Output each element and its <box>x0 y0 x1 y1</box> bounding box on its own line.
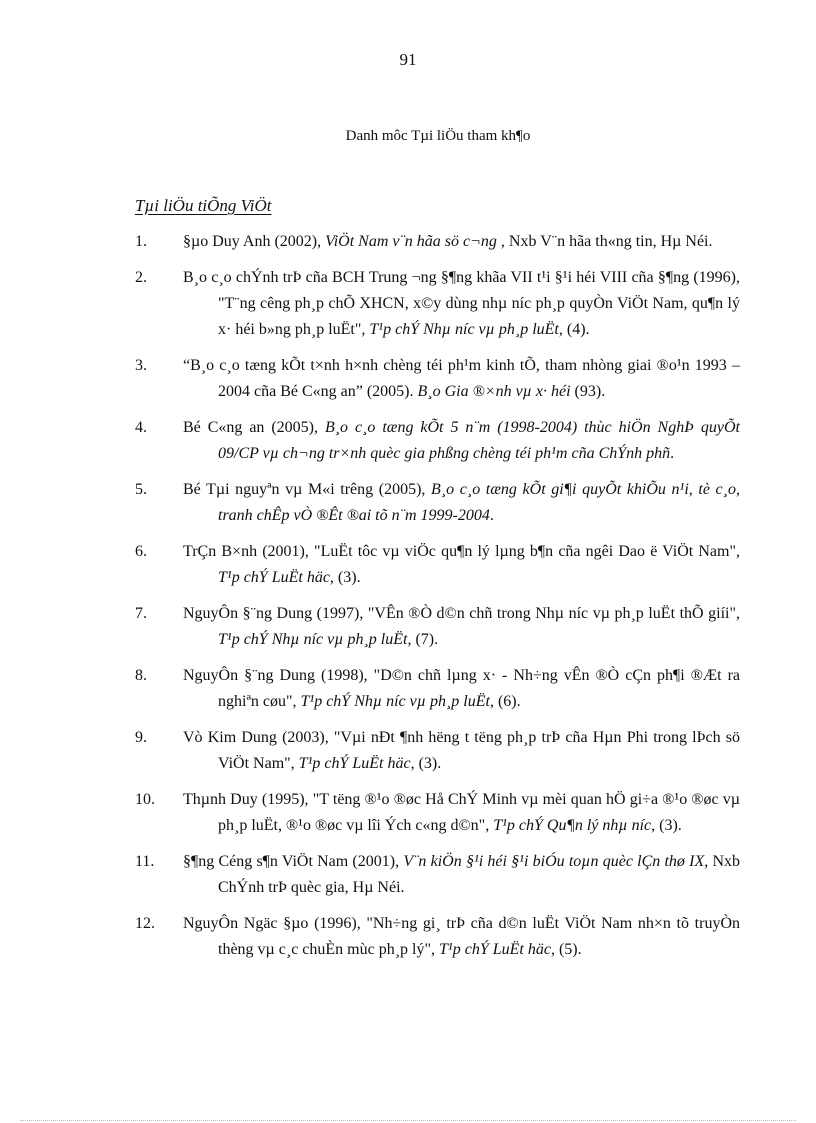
reference-number: 3. <box>135 357 147 374</box>
reference-text: “B¸o c¸o tæng kÕt t×nh h×nh chèng téi ph¹m kinh tÕ, tham nhòng giai ®o¹n 1993 – 2004 cña Bé C«ng an” (2005). <box>183 357 740 400</box>
reference-item <box>135 539 740 591</box>
reference-number: 10. <box>135 791 155 808</box>
reference-title: T¹p chÝ LuËt häc <box>218 569 330 586</box>
reference-item <box>135 415 740 467</box>
reference-item <box>135 787 740 839</box>
reference-number: 9. <box>135 729 147 746</box>
reference-text: NguyÔn §¨ng Dung (1998), "D©n chñ lµng x· - Nh÷ng vÊn ®Ò cÇn ph¶i ®Æt ra nghiªn cøu", <box>183 667 740 710</box>
reference-title: T¹p chÝ Nhµ níc vµ ph¸p luËt <box>218 631 408 648</box>
section-heading: Tµi liÖu tiÕng ViÖt <box>135 196 272 215</box>
reference-details: , Nxb ChÝnh trÞ quèc gia, Hµ Néi. <box>218 853 741 896</box>
reference-details: , (3). <box>329 569 361 586</box>
reference-title: B¸o c¸o tæng kÕt 5 n¨m (1998-2004) thùc hiÖn NghÞ quyÕt 09/CP vµ ch¬ng tr×nh quèc gia phßng chèng téi ph¹m cña ChÝnh phñ <box>218 419 741 462</box>
reference-number: 1. <box>135 233 147 250</box>
reference-number: 5. <box>135 481 147 498</box>
reference-details: . <box>489 507 494 524</box>
reference-title: B¸o c¸o tæng kÕt gi¶i quyÕt khiÕu n¹i, tè c¸o, tranh chÊp vÒ ®Êt ®ai tõ n¨m 1999-2004 <box>218 481 740 524</box>
reference-details: , (4). <box>558 321 590 338</box>
reference-details: , (3). <box>410 755 442 772</box>
reference-text: Bé C«ng an (2005), <box>183 419 325 436</box>
reference-details: , Nxb V¨n hãa th«ng tin, Hµ Néi. <box>496 233 713 250</box>
reference-text: §µo Duy Anh (2002), <box>183 233 326 250</box>
reference-item <box>135 601 740 653</box>
reference-item <box>135 849 740 901</box>
reference-text: TrÇn B×nh (2001), "LuËt tôc vµ viÖc qu¶n lý lµng b¶n cña ngêi Dao ë ViÖt Nam", <box>183 543 740 560</box>
reference-text: Thµnh Duy (1995), "T tëng ®¹o ®øc Hå ChÝ Minh vµ mèi quan hÖ gi÷a ®¹o ®øc vµ ph¸p luËt, ®¹o ®øc vµ lîi Ých c«ng d©n", <box>183 791 740 834</box>
reference-details: (93). <box>570 383 606 400</box>
reference-number: 8. <box>135 667 147 684</box>
reference-title: T¹p chÝ LuËt häc <box>298 755 411 772</box>
reference-item <box>135 725 740 777</box>
reference-details: , (6). <box>489 693 521 710</box>
reference-item <box>135 353 740 405</box>
reference-item <box>135 229 740 255</box>
reference-details: . <box>670 445 675 462</box>
reference-details: , (5). <box>550 941 582 958</box>
reference-number: 12. <box>135 915 155 932</box>
reference-text: NguyÔn §¨ng Dung (1997), "VÊn ®Ò d©n chñ trong Nhµ níc vµ ph¸p luËt thÕ giíi", <box>183 605 740 622</box>
reference-text: B¸o c¸o chÝnh trÞ cña BCH Trung ¬ng §¶ng khãa VII t¹i §¹i héi VIII cña §¶ng (1996), "T¨ng cêng ph¸p chÕ XHCN, x©y dùng nhµ níc ph¸p quyÒn ViÖt Nam, qu¶n lý x· héi b»ng ph¸p luËt", <box>183 269 740 338</box>
reference-item <box>135 911 740 963</box>
reference-details: , (7). <box>407 631 439 648</box>
reference-number: 7. <box>135 605 147 622</box>
reference-number: 4. <box>135 419 147 436</box>
reference-title: B¸o Gia ®×nh vµ x· héi <box>417 383 571 400</box>
reference-text: §¶ng Céng s¶n ViÖt Nam (2001), <box>183 853 404 870</box>
reference-title: T¹p chÝ Nhµ níc vµ ph¸p luËt <box>369 321 559 338</box>
reference-title: ViÖt Nam v¨n hãa sö c¬ng <box>325 233 497 250</box>
reference-text: NguyÔn Ngäc §µo (1996), "Nh÷ng gi¸ trÞ cña d©n luËt ViÖt Nam nh×n tõ truyÒn thèng vµ c¸c chuÈn mùc ph¸p lý", <box>183 915 740 958</box>
reference-number: 11. <box>135 853 155 870</box>
document-title: Danh môc Tµi liÖu tham kh¶o <box>345 128 531 144</box>
reference-text: Vò Kim Dung (2003), "Vµi nÐt ¶nh hëng t tëng ph¸p trÞ cña Hµn Phi trong lÞch sö ViÖt Nam", <box>183 729 740 772</box>
page-number: 91 <box>399 50 417 69</box>
reference-text: Bé Tµi nguyªn vµ M«i trêng (2005), <box>183 481 432 498</box>
reference-title: V¨n kiÖn §¹i héi §¹i biÓu toµn quèc lÇn thø IX <box>403 853 705 870</box>
reference-number: 2. <box>135 269 147 286</box>
reference-details: , (3). <box>651 817 682 834</box>
reference-title: T¹p chÝ Nhµ níc vµ ph¸p luËt <box>300 693 490 710</box>
reference-item <box>135 477 740 529</box>
reference-title: T¹p chÝ Qu¶n lý nhµ níc <box>493 817 652 834</box>
page-bottom-divider <box>20 1120 796 1121</box>
reference-list <box>135 229 740 973</box>
reference-item <box>135 265 740 343</box>
reference-item <box>135 663 740 715</box>
reference-number: 6. <box>135 543 147 560</box>
reference-title: T¹p chÝ LuËt häc <box>439 941 551 958</box>
